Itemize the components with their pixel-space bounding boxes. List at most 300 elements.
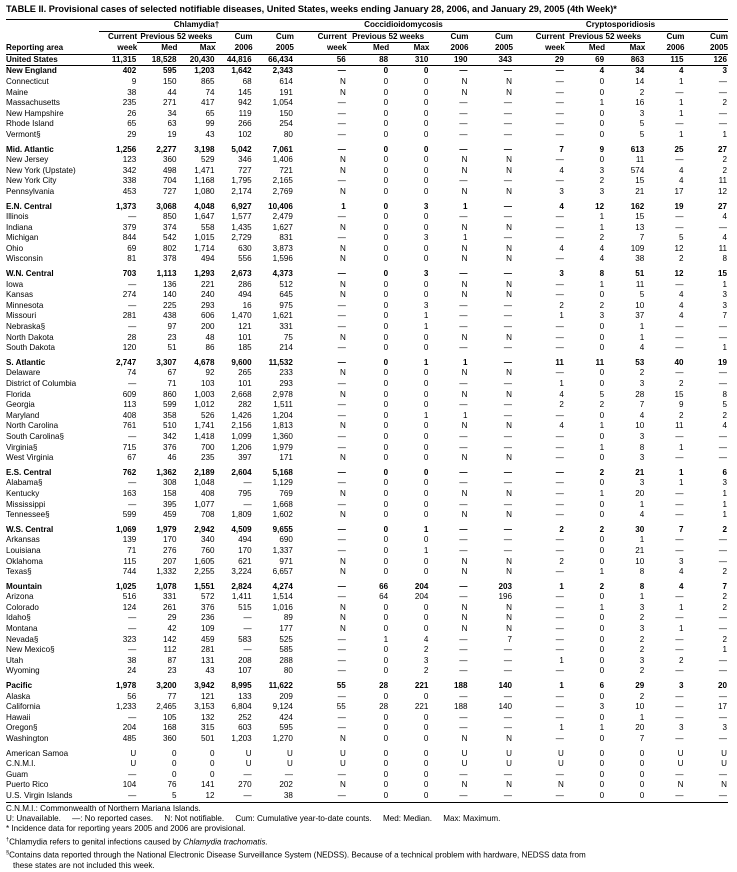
value-cell: 9,600 — [231, 357, 252, 367]
value-cell: 121 — [201, 691, 215, 701]
value-cell: 1,337 — [272, 545, 293, 555]
value-cell: 11 — [718, 176, 727, 186]
value-cell: — — [555, 332, 564, 342]
value-cell: 0 — [423, 467, 429, 477]
value-cell: 271 — [162, 98, 177, 108]
value-cell: — — [503, 478, 513, 488]
value-cell: 0 — [599, 780, 605, 790]
reporting-area-cell: Puerto Rico — [6, 780, 49, 790]
value-cell: 34 — [635, 66, 645, 76]
value-cell: — — [555, 734, 564, 743]
value-cell: 0 — [599, 769, 605, 779]
med-header: Med — [565, 43, 605, 55]
value-cell: 65 — [127, 119, 137, 129]
value-cell: 119 — [238, 108, 252, 118]
value-cell: 28 — [379, 681, 389, 691]
value-cell: N — [461, 488, 468, 498]
value-cell: — — [555, 155, 564, 165]
value-cell: 11 — [635, 155, 645, 165]
value-cell: 2,156 — [231, 421, 252, 431]
value-cell: — — [503, 201, 513, 211]
value-cell: — — [99, 791, 137, 802]
reporting-area-cell: Alaska — [6, 691, 31, 701]
value-cell: — — [337, 712, 346, 722]
value-cell: — — [555, 431, 564, 441]
value-cell: 16 — [635, 98, 645, 108]
value-cell: — — [284, 769, 293, 779]
value-cell: 6,657 — [272, 567, 293, 577]
value-cell: 104 — [122, 780, 137, 790]
value-cell: 0 — [423, 759, 429, 769]
value-cell: U — [287, 759, 293, 769]
value-cell: 97 — [167, 322, 177, 332]
value-cell: 23 — [167, 332, 177, 342]
value-cell: 89 — [283, 613, 293, 623]
value-cell: — — [294, 791, 347, 802]
value-cell: — — [337, 176, 346, 186]
value-cell: 1,015 — [194, 233, 215, 243]
reporting-area-cell: Illinois — [6, 212, 29, 222]
value-cell: 762 — [122, 467, 137, 477]
value-cell: N — [461, 556, 468, 566]
value-cell: 185 — [238, 343, 252, 353]
value-cell: 0 — [565, 791, 605, 802]
value-cell: 4 — [678, 66, 684, 76]
value-cell: 3 — [423, 201, 429, 211]
value-cell: — — [243, 645, 252, 655]
value-cell: U — [677, 748, 684, 758]
value-cell: — — [675, 592, 684, 602]
value-cell: 0 — [383, 748, 389, 758]
value-cell: N — [339, 222, 346, 232]
value-cell: — — [459, 634, 468, 644]
reporting-area-cell: C.N.M.I. — [6, 759, 36, 769]
value-cell: — — [675, 712, 684, 722]
value-cell: — — [337, 769, 346, 779]
value-cell: 1,514 — [272, 592, 293, 602]
value-cell: N — [461, 76, 468, 86]
value-cell: 8 — [639, 442, 645, 452]
value-cell: 15 — [635, 176, 645, 186]
value-cell: N — [339, 510, 346, 520]
value-cell: N — [461, 279, 468, 289]
value-cell: 0 — [599, 379, 605, 388]
value-cell: 4,274 — [272, 581, 293, 591]
value-cell: 30 — [635, 524, 645, 534]
value-cell: U — [130, 748, 137, 758]
value-cell: 0 — [599, 343, 605, 353]
value-cell: U — [558, 748, 564, 758]
value-cell: 1 — [463, 201, 468, 211]
value-cell: — — [718, 76, 727, 86]
value-cell: 690 — [279, 535, 293, 545]
value-cell: 331 — [162, 592, 177, 602]
value-cell: — — [555, 212, 564, 222]
value-cell: 1 — [559, 655, 564, 665]
value-cell: — — [555, 666, 564, 676]
region-row — [6, 681, 728, 692]
value-cell: 558 — [201, 222, 215, 232]
value-cell: 2,165 — [272, 176, 293, 186]
value-cell: — — [555, 343, 564, 353]
value-cell: 942 — [238, 98, 252, 108]
value-cell: 2 — [423, 645, 429, 655]
value-cell: 28 — [635, 389, 645, 399]
value-cell: — — [459, 400, 468, 410]
value-cell: 10 — [635, 556, 645, 566]
value-cell: 240 — [201, 290, 215, 300]
value-cell: — — [503, 545, 513, 555]
value-cell: 1,206 — [231, 442, 252, 452]
value-cell: 66 — [379, 581, 389, 591]
reporting-area-cell: New York (Upstate) — [6, 165, 76, 175]
reporting-area-cell: Massachusetts — [6, 98, 60, 108]
value-cell: 7 — [639, 233, 645, 243]
value-cell: 140 — [498, 681, 513, 691]
value-cell: — — [503, 66, 513, 76]
cum2005-header: 2005 — [253, 43, 294, 55]
value-cell: 4 — [599, 243, 605, 253]
value-cell: 46 — [167, 453, 177, 463]
value-cell: 599 — [162, 400, 177, 410]
value-cell: 515 — [238, 602, 252, 612]
value-cell: — — [337, 478, 346, 488]
value-cell: 526 — [201, 410, 215, 420]
table-row — [6, 301, 728, 312]
table-row — [6, 713, 728, 724]
value-cell: 2 — [722, 155, 727, 165]
value-cell: 11,532 — [268, 357, 293, 367]
value-cell: — — [459, 66, 468, 76]
value-cell: 51 — [635, 269, 645, 279]
value-cell: — — [503, 98, 513, 108]
value-cell: 614 — [279, 76, 293, 86]
value-cell: — — [128, 624, 137, 634]
table-row — [6, 390, 728, 401]
value-cell: — — [555, 108, 564, 118]
value-cell: 6,804 — [231, 702, 252, 712]
value-cell: N — [339, 556, 346, 566]
value-cell: 5,168 — [272, 467, 293, 477]
value-cell: 1,978 — [115, 681, 137, 691]
disease-cryptosporidiosis: Cryptosporidiosis — [513, 20, 728, 32]
table-row — [6, 510, 728, 521]
value-cell: — — [337, 212, 346, 222]
value-cell: 16 — [242, 300, 252, 310]
value-cell: 1,809 — [231, 510, 252, 520]
value-cell: 1 — [599, 723, 605, 733]
value-cell: 17 — [717, 702, 727, 712]
cum2006-header: 2006 — [216, 43, 253, 55]
value-cell: 101 — [238, 332, 252, 342]
value-cell: 8,995 — [231, 681, 252, 691]
value-cell: — — [503, 723, 513, 733]
table-row — [6, 368, 728, 379]
value-cell: — — [337, 400, 346, 410]
value-cell: — — [503, 108, 513, 118]
value-cell: 2,747 — [115, 357, 137, 367]
value-cell: 7 — [722, 311, 727, 321]
value-cell: U — [245, 759, 252, 769]
value-cell: 1 — [599, 222, 605, 232]
value-cell: 2 — [599, 400, 605, 410]
value-cell: 769 — [279, 488, 293, 498]
table-row — [6, 98, 728, 109]
value-cell: 190 — [429, 54, 468, 66]
value-cell: — — [555, 467, 564, 477]
table-row — [6, 109, 728, 120]
value-cell: 28 — [127, 332, 137, 342]
table-row — [6, 187, 728, 198]
reporting-area-cell: Utah — [6, 655, 24, 665]
value-cell: 0 — [383, 66, 389, 76]
value-cell: 170 — [162, 535, 177, 545]
value-cell: 0 — [383, 645, 389, 655]
value-cell: 1 — [639, 322, 645, 332]
table-row — [6, 656, 728, 667]
value-cell: 20 — [717, 681, 727, 691]
value-cell: 1,647 — [194, 212, 215, 222]
value-cell: 5 — [137, 791, 177, 802]
value-cell: 1 — [722, 510, 727, 520]
value-cell: 323 — [122, 634, 137, 644]
section-mark: § — [6, 849, 10, 856]
value-cell: 0 — [383, 98, 389, 108]
value-cell: 0 — [171, 748, 177, 758]
value-cell: — — [459, 379, 468, 388]
reporting-area-cell: South Dakota — [6, 343, 56, 353]
value-cell: 3 — [423, 269, 429, 279]
value-cell: 510 — [162, 421, 177, 431]
value-cell: 9,124 — [272, 702, 293, 712]
value-cell: 13 — [635, 222, 645, 232]
value-cell: 0 — [383, 389, 389, 399]
table-row — [6, 280, 728, 291]
value-cell: 0 — [599, 322, 605, 332]
value-cell: 645 — [279, 290, 293, 300]
section-text-1: Contains data reported through the National Electronic Disease Surveillance System (NEDSS). Because of a technical problem with hardware, NEDSS data from — [9, 850, 586, 860]
value-cell: 261 — [162, 602, 177, 612]
value-cell: 1,113 — [156, 269, 177, 279]
reporting-area-cell: Tennessee§ — [6, 510, 50, 520]
value-cell: 5,042 — [231, 144, 252, 154]
value-cell: 4 — [678, 311, 684, 321]
value-cell: 5 — [722, 400, 727, 410]
value-cell: 3,873 — [272, 243, 293, 253]
value-cell: 221 — [201, 279, 215, 289]
value-cell: 0 — [423, 488, 429, 498]
value-cell: 0 — [383, 499, 389, 509]
footnote-section — [6, 848, 730, 861]
reporting-area-cell: U.S. Virgin Islands — [6, 791, 99, 802]
value-cell: — — [718, 431, 727, 441]
value-cell: — — [555, 290, 564, 300]
column-header-row — [6, 43, 728, 55]
table-row — [6, 759, 728, 770]
value-cell: 3 — [639, 431, 645, 441]
value-cell: N — [506, 279, 513, 289]
value-cell: 0 — [423, 691, 429, 701]
value-cell: 0 — [383, 165, 389, 175]
value-cell: 1 — [463, 410, 468, 420]
value-cell: 1 — [678, 467, 684, 477]
value-cell: 0 — [599, 748, 605, 758]
value-cell: — — [337, 535, 346, 545]
value-cell: — — [555, 702, 564, 712]
cum-header: Cum — [234, 31, 253, 41]
value-cell: 28 — [379, 702, 389, 712]
value-cell: — — [555, 410, 564, 420]
reporting-area-cell: Rhode Island — [6, 119, 54, 129]
value-cell: 6 — [599, 681, 605, 691]
value-cell: — — [675, 279, 684, 289]
value-cell: 2 — [678, 655, 684, 665]
value-cell: 0 — [599, 499, 605, 509]
value-cell: 235 — [201, 453, 215, 463]
value-cell: N — [461, 332, 468, 342]
region-row — [6, 145, 728, 156]
value-cell: 1 — [423, 311, 429, 321]
value-cell: 0 — [171, 769, 177, 779]
value-cell: — — [718, 453, 727, 463]
value-cell: 0 — [423, 510, 429, 520]
value-cell: 7 — [639, 400, 645, 410]
reporting-area-cell: Florida — [6, 389, 31, 399]
value-cell: 0 — [423, 165, 429, 175]
value-cell: — — [459, 322, 468, 332]
value-cell: 286 — [238, 279, 252, 289]
value-cell: — — [128, 478, 137, 488]
value-cell: 1,741 — [194, 421, 215, 431]
value-cell: N — [506, 76, 513, 86]
value-cell: 1 — [559, 681, 564, 691]
value-cell: — — [555, 98, 564, 108]
value-cell: 4 — [559, 389, 564, 399]
value-cell: 3 — [423, 233, 429, 243]
value-cell: 0 — [423, 400, 429, 410]
value-cell: 4 — [722, 421, 727, 431]
value-cell: 1,627 — [272, 222, 293, 232]
value-cell: 163 — [122, 488, 137, 498]
disease-header-row — [6, 20, 728, 32]
table-row — [6, 546, 728, 557]
reporting-area-cell: Arizona — [6, 592, 34, 602]
table-row — [6, 666, 728, 677]
reporting-area-cell: West Virginia — [6, 453, 54, 463]
value-cell: — — [718, 655, 727, 665]
value-cell: 281 — [201, 645, 215, 655]
table-row — [6, 155, 728, 166]
value-cell: 424 — [279, 712, 293, 722]
value-cell: U — [506, 759, 513, 769]
value-cell: — — [718, 87, 727, 97]
reporting-area-cell: Hawaii — [6, 712, 31, 722]
reporting-area-cell: District of Columbia — [6, 379, 77, 388]
value-cell: N — [677, 780, 684, 790]
value-cell: — — [718, 368, 727, 378]
value-cell: N — [339, 243, 346, 253]
value-cell: — — [675, 222, 684, 232]
value-cell: 1 — [678, 478, 684, 488]
week-header: week — [513, 43, 565, 55]
value-cell: 131 — [201, 655, 215, 665]
value-cell: — — [555, 624, 564, 634]
value-cell: 0 — [383, 488, 389, 498]
value-cell: 29 — [167, 613, 177, 623]
value-cell: 12 — [177, 791, 215, 802]
value-cell: 20 — [635, 488, 645, 498]
value-cell: — — [337, 233, 346, 243]
value-cell: — — [459, 144, 468, 154]
value-cell: 124 — [122, 602, 137, 612]
value-cell: 109 — [201, 624, 215, 634]
value-cell: — — [503, 442, 513, 452]
value-cell: 358 — [162, 410, 177, 420]
table-row — [6, 535, 728, 546]
value-cell: 2,978 — [272, 389, 293, 399]
value-cell: 609 — [122, 389, 137, 399]
value-cell: — — [128, 431, 137, 441]
value-cell: U — [677, 759, 684, 769]
value-cell: 0 — [423, 389, 429, 399]
value-cell: 15 — [635, 212, 645, 222]
reporting-area-cell: Washington — [6, 734, 49, 743]
value-cell: N — [339, 155, 346, 165]
reporting-area-cell: Maryland — [6, 410, 40, 420]
value-cell: 12 — [595, 201, 605, 211]
value-cell: 3 — [722, 300, 727, 310]
value-cell: 1 — [678, 442, 684, 452]
value-cell: 188 — [454, 681, 468, 691]
value-cell: 11,315 — [99, 54, 137, 66]
value-cell: 0 — [383, 723, 389, 733]
value-cell: N — [506, 567, 513, 577]
value-cell: — — [675, 769, 684, 779]
value-cell: — — [337, 410, 346, 420]
value-cell: N — [721, 780, 727, 790]
table-row — [6, 432, 728, 443]
value-cell: 21 — [635, 467, 645, 477]
value-cell: 2 — [639, 645, 645, 655]
value-cell: 42 — [167, 624, 177, 634]
value-cell: — — [459, 592, 468, 602]
value-cell: N — [339, 368, 346, 378]
value-cell: 0 — [423, 212, 429, 222]
value-cell: 1 — [639, 499, 645, 509]
value-cell: — — [337, 357, 346, 367]
prev52-header: Previous 52 weeks — [347, 31, 430, 43]
value-cell: — — [503, 400, 513, 410]
value-cell: — — [718, 108, 727, 118]
value-cell: 2 — [599, 524, 605, 534]
value-cell: — — [459, 129, 468, 139]
value-cell: 1 — [423, 322, 429, 332]
value-cell: 4 — [599, 66, 605, 76]
value-cell: N — [461, 186, 468, 196]
value-cell: 4 — [639, 410, 645, 420]
value-cell: — — [555, 233, 564, 243]
value-cell: 0 — [383, 155, 389, 165]
value-cell: 402 — [122, 66, 137, 76]
value-cell: 8 — [639, 567, 645, 577]
value-cell: 0 — [423, 119, 429, 129]
cum-header: Cum — [275, 31, 294, 41]
value-cell: 603 — [238, 723, 252, 733]
value-cell: 7,061 — [272, 144, 293, 154]
value-cell: — — [503, 119, 513, 129]
value-cell: 0 — [599, 155, 605, 165]
value-cell: 0 — [423, 186, 429, 196]
